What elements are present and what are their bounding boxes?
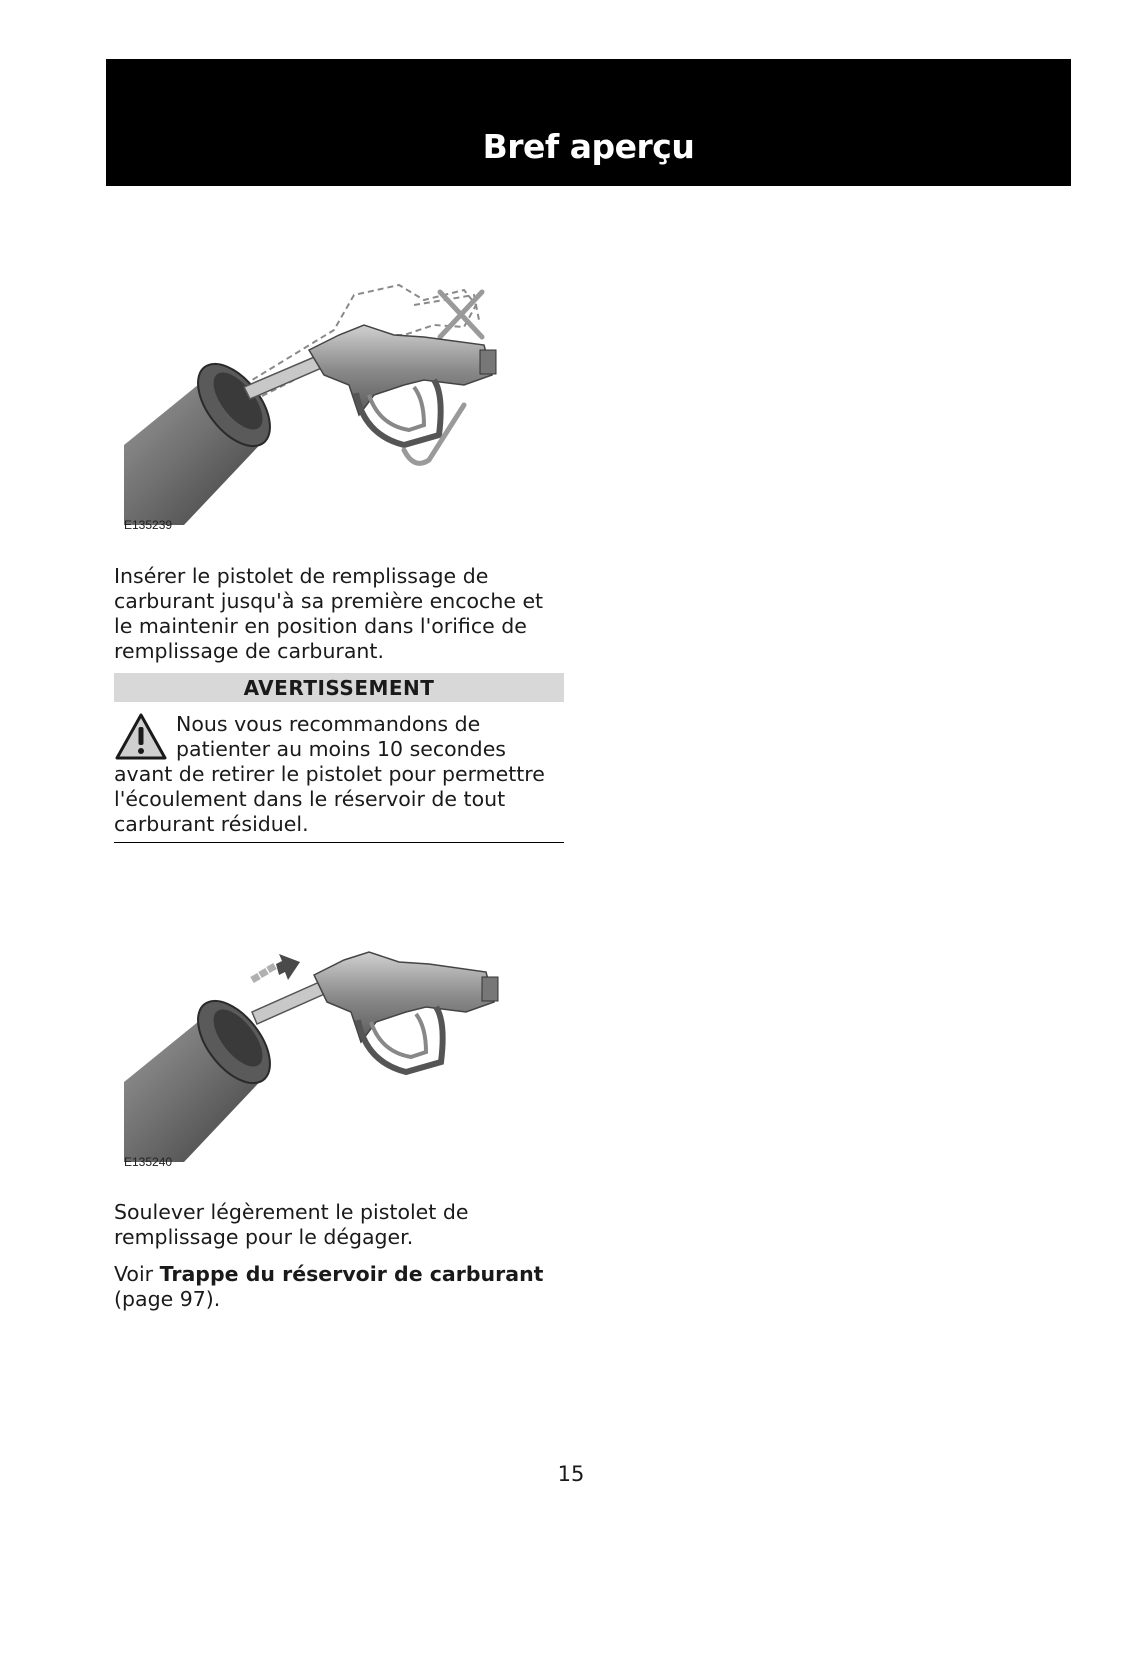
warning-heading: AVERTISSEMENT bbox=[114, 673, 564, 702]
paragraph-lift: Soulever légèrement le pistolet de remplissage pour le dégager. bbox=[114, 1200, 469, 1249]
header-bar bbox=[106, 59, 1071, 186]
paragraph-insert: Insérer le pistolet de remplissage de carburant jusqu'à sa première encoche et le maintenir en position dans l'orifice de remplissage de carburant. bbox=[114, 564, 544, 663]
reference-suffix: (page 97). bbox=[114, 1287, 221, 1311]
reference-prefix: Voir bbox=[114, 1262, 160, 1286]
nozzle-insert-illustration bbox=[124, 275, 524, 525]
lift-arrow-icon bbox=[252, 954, 300, 980]
figure-insert-nozzle bbox=[124, 275, 524, 545]
reference-link[interactable]: Trappe du réservoir de carburant bbox=[159, 1262, 544, 1286]
warning-divider bbox=[114, 842, 564, 843]
cross-reference bbox=[114, 1262, 564, 1312]
nozzle-lift-illustration bbox=[124, 912, 524, 1162]
warning-text: Nous vous recommandons de patienter au moins 10 secondes avant de retirer le pistolet pour permettre l'écoulement dans le réservoir de tout carburant résiduel. bbox=[114, 712, 545, 836]
figure-code: E135239 bbox=[124, 518, 173, 532]
page-title: Bref aperçu bbox=[482, 127, 695, 166]
page-number: 15 bbox=[557, 1462, 585, 1486]
figure-lift-nozzle bbox=[124, 912, 524, 1182]
warning-block bbox=[114, 712, 564, 837]
figure-code: E135240 bbox=[124, 1155, 173, 1169]
warning-triangle-icon bbox=[114, 712, 168, 762]
